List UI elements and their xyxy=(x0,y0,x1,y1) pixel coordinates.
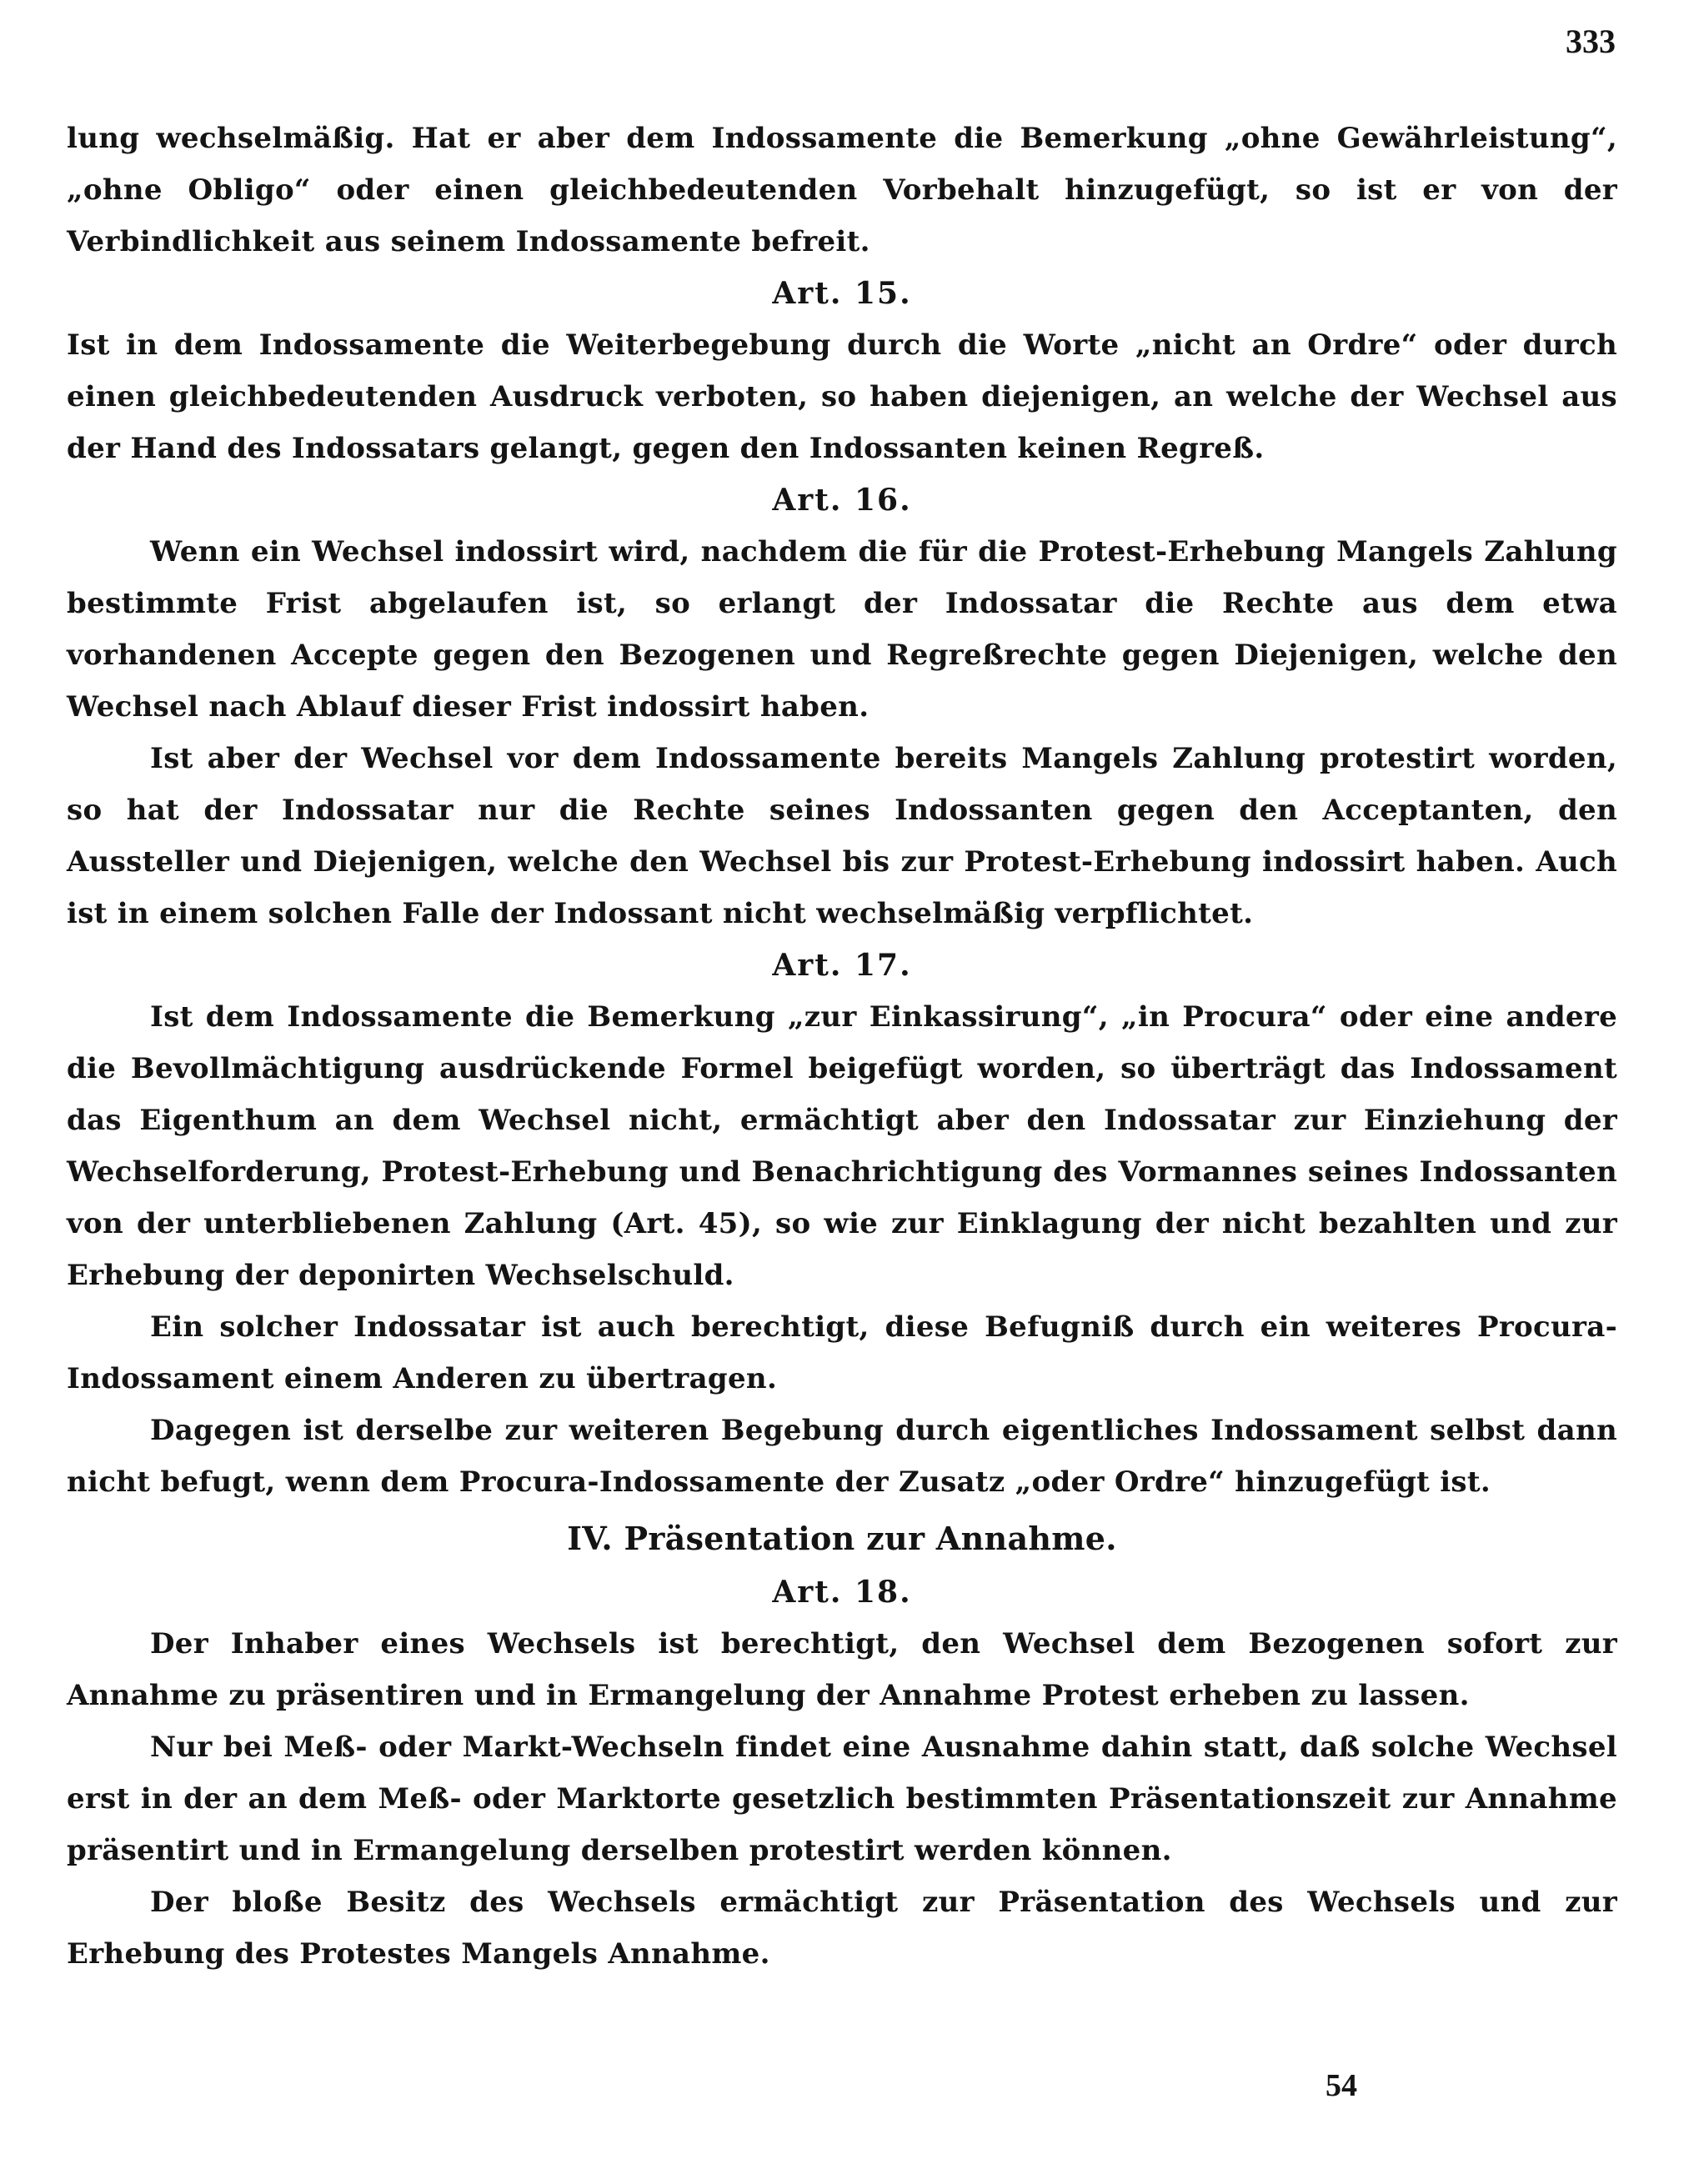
art-18-paragraph-3: Der bloße Besitz des Wechsels ermächtigt zur Präsentation des Wechsels und zur Erhebung des Protestes Mangels Annahme. xyxy=(67,1886,1617,1971)
art-18-paragraph-2: Nur bei Meß- oder Markt-Wechseln findet eine Ausnahme dahin statt, daß solche Wechsel erst in der an dem Meß- oder Marktorte gesetzlich bestimmten Präsentationszeit zur Annahme präsentirt und in Ermangelung derselben protestirt werden können. xyxy=(67,1731,1617,1867)
page-body xyxy=(67,113,1617,1980)
signature-mark: 54 xyxy=(1326,2068,1357,2103)
art-17-paragraph-2: Ein solcher Indossatar ist auch berechtigt, diese Befugniß durch ein weiteres Procura-Indossament einem Anderen zu übertragen. xyxy=(67,1310,1617,1395)
art-16-heading: Art. 16. xyxy=(772,483,912,518)
art-18-paragraph-1: Der Inhaber eines Wechsels ist berechtigt, den Wechsel dem Bezogenen sofort zur Annahme zu präsentiren und in Ermangelung der Annahme Protest erheben zu lassen. xyxy=(67,1627,1617,1712)
art-17-heading: Art. 17. xyxy=(772,948,912,983)
continuation-paragraph: lung wechselmäßig. Hat er aber dem Indossamente die Bemerkung „ohne Gewährleistung“, „ohne Obligo“ oder einen gleichbedeutenden Vorbehalt hinzugefügt, so ist er von der Verbindlichkeit aus seinem Indossamente befreit. xyxy=(67,122,1617,258)
art-15-heading: Art. 15. xyxy=(772,276,912,311)
art-16-paragraph-1: Wenn ein Wechsel indossirt wird, nachdem die für die Protest-Erhebung Mangels Zahlung bestimmte Frist abgelaufen ist, so erlangt der Indossatar die Rechte aus dem etwa vorhandenen Accepte gegen den Bezogenen und Regreßrechte gegen Diejenigen, welche den Wechsel nach Ablauf dieser Frist indossirt haben. xyxy=(67,535,1617,724)
section-iv-heading: IV. Präsentation zur Annahme. xyxy=(567,1520,1117,1557)
art-18-heading: Art. 18. xyxy=(772,1575,912,1610)
art-17-paragraph-3: Dagegen ist derselbe zur weiteren Begebung durch eigentliches Indossament selbst dann nicht befugt, wenn dem Procura-Indossamente der Zusatz „oder Ordre“ hinzugefügt ist. xyxy=(67,1414,1617,1499)
art-15-paragraph-1: Ist in dem Indossamente die Weiterbegebung durch die Worte „nicht an Ordre“ oder durch einen gleichbedeutenden Ausdruck verboten, so haben diejenigen, an welche der Wechsel aus der Hand des Indossatars gelangt, gegen den Indossanten keinen Regreß. xyxy=(67,328,1617,465)
art-17-paragraph-1: Ist dem Indossamente die Bemerkung „zur Einkassirung“, „in Procura“ oder eine andere die Bevollmächtigung ausdrückende Formel beigefügt worden, so überträgt das Indossament das Eigenthum an dem Wechsel nicht, ermächtigt aber den Indossatar zur Einziehung der Wechselforderung, Protest-Erhebung und Benachrichtigung des Vormannes seines Indossanten von der unterbliebenen Zahlung (Art. 45), so wie zur Einklagung der nicht bezahlten und zur Erhebung der deponirten Wechselschuld. xyxy=(67,1000,1617,1292)
page-number: 333 xyxy=(1566,23,1616,60)
art-16-paragraph-2: Ist aber der Wechsel vor dem Indossamente bereits Mangels Zahlung protestirt worden, so hat der Indossatar nur die Rechte seines Indossanten gegen den Acceptanten, den Aussteller und Diejenigen, welche den Wechsel bis zur Protest-Erhebung indossirt haben. Auch ist in einem solchen Falle der Indossant nicht wechselmäßig verpflichtet. xyxy=(67,742,1617,930)
